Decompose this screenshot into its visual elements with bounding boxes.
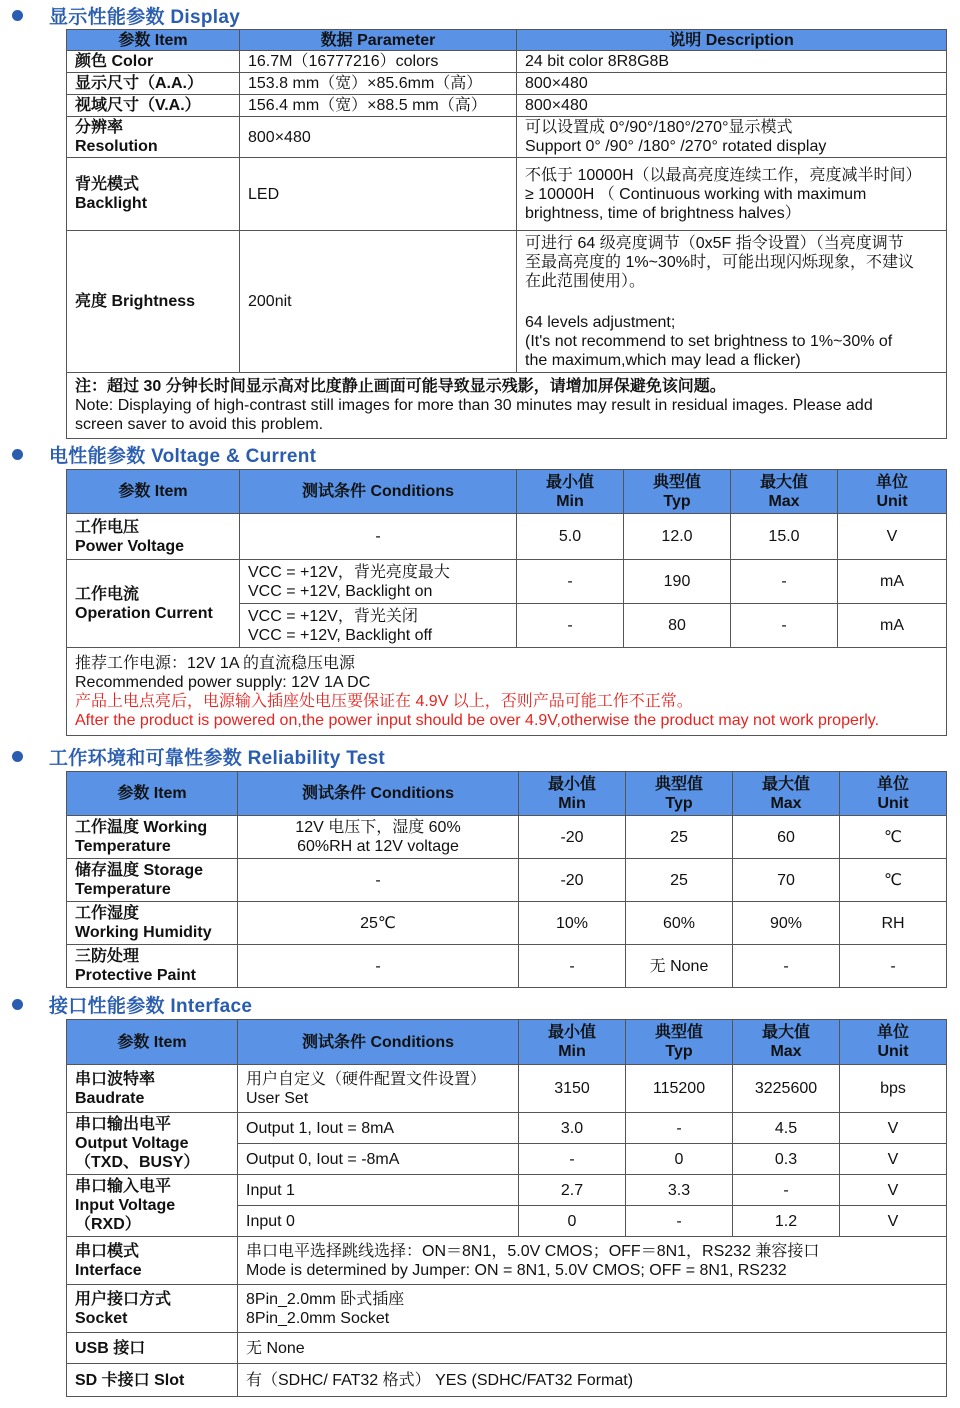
bullet-icon	[12, 10, 23, 21]
table-row: 显示尺寸（A.A.） 153.8 mm（宽）×85.6mm（高） 800×480	[67, 73, 947, 95]
table-row: 亮度 Brightness 200nit 可进行 64 级亮度调节（0x5F 指令设置）（当亮度调节 至最高亮度的 1%~30%时，可能出现闪烁现象，不建议 在此范围使用）。 64 levels adjustment; (It's not recommend to set brightness to 1%~30% of the maximum,which may lead a flicker)	[67, 231, 947, 373]
bullet-icon	[12, 999, 23, 1010]
voltage-section-title: 电性能参数 Voltage & Current	[12, 441, 316, 467]
table-row: SD 卡接口 Slot 有（SDHC/ FAT32 格式） YES (SDHC/FAT32 Format)	[67, 1364, 947, 1397]
display-table	[66, 29, 947, 439]
table-row: 颜色 Color 16.7M（16777216）colors 24 bit color 8R8G8B	[67, 51, 947, 73]
interface-section-title: 接口性能参数 Interface	[12, 991, 252, 1017]
table-note-row: 推荐工作电源：12V 1A 的直流稳压电源 Recommended power supply: 12V 1A DC 产品上电点亮后，电源输入插座处电压要保证在 4.9V 以上，否则产品可能工作不正常。 After the product is powered on,the power input should be over 4.9V,otherwise the product may not work properly.	[67, 648, 947, 736]
table-row: 工作温度 Working Temperature 12V 电压下，湿度 60% 60%RH at 12V voltage -20 25 60 ℃	[67, 816, 947, 859]
table-row: Input 0 0 - 1.2 V	[67, 1206, 947, 1237]
bullet-icon	[12, 751, 23, 762]
display-section-title: 显示性能参数 Display	[12, 2, 240, 28]
table-row: USB 接口 无 None	[67, 1333, 947, 1364]
voltage-table	[66, 469, 947, 736]
table-row: 用户接口方式 Socket 8Pin_2.0mm 卧式插座 8Pin_2.0mm Socket	[67, 1285, 947, 1333]
bullet-icon	[12, 449, 23, 460]
table-row: 工作湿度 Working Humidity 25℃ 10% 60% 90% RH	[67, 902, 947, 945]
table-row: 分辨率 Resolution 800×480 可以设置成 0°/90°/180°/270°显示模式 Support 0° /90° /180° /270° rotated display	[67, 117, 947, 158]
table-row: 串口输出电平 Output Voltage （TXD、BUSY） Output 1, Iout = 8mA 3.0 - 4.5 V	[67, 1113, 947, 1144]
table-row: VCC = +12V，背光关闭 VCC = +12V, Backlight off - 80 - mA	[67, 604, 947, 648]
table-note-row: 注：超过 30 分钟长时间显示高对比度静止画面可能导致显示残影，请增加屏保避免该问题。 Note: Displaying of high-contrast still images for more than 30 minutes may result in residual images. Please add screen saver to avoid this problem.	[67, 373, 947, 439]
table-row: 储存温度 Storage Temperature - -20 25 70 ℃	[67, 859, 947, 902]
interface-table	[66, 1019, 947, 1397]
table-row: 背光模式 Backlight LED 不低于 10000H（以最高亮度连续工作，亮度减半时间） ≥ 10000H （ Continuous working with maximum brightness, time of brightness halves）	[67, 158, 947, 231]
table-header-row: 参数 Item 数据 Parameter 说明 Description	[67, 30, 947, 51]
table-row: 工作电流 Operation Current VCC = +12V，背光亮度最大 VCC = +12V, Backlight on - 190 - mA	[67, 560, 947, 604]
table-header-row: 参数 Item 测试条件 Conditions 最小值 Min 典型值 Typ 最大值 Max 单位 Unit	[67, 772, 947, 816]
reliability-table	[66, 771, 947, 988]
table-row: 工作电压 Power Voltage - 5.0 12.0 15.0 V	[67, 514, 947, 560]
table-row: 串口输入电平 Input Voltage （RXD） Input 1 2.7 3.3 - V	[67, 1175, 947, 1206]
table-row: 视域尺寸（V.A.） 156.4 mm（宽）×88.5 mm（高） 800×480	[67, 95, 947, 117]
reliability-section-title: 工作环境和可靠性参数 Reliability Test	[12, 743, 385, 769]
table-row: Output 0, Iout = -8mA - 0 0.3 V	[67, 1144, 947, 1175]
table-row: 串口波特率 Baudrate 用户自定义（硬件配置文件设置） User Set 3150 115200 3225600 bps	[67, 1065, 947, 1113]
table-row: 三防处理 Protective Paint - - 无 None - -	[67, 945, 947, 988]
table-header-row: 参数 Item 测试条件 Conditions 最小值 Min 典型值 Typ 最大值 Max 单位 Unit	[67, 470, 947, 514]
table-header-row: 参数 Item 测试条件 Conditions 最小值 Min 典型值 Typ 最大值 Max 单位 Unit	[67, 1020, 947, 1065]
table-row: 串口模式 Interface 串口电平选择跳线选择：ON＝8N1，5.0V CMOS；OFF＝8N1，RS232 兼容接口 Mode is determined by Jumper: ON = 8N1, 5.0V CMOS; OFF = 8N1, RS232	[67, 1237, 947, 1285]
